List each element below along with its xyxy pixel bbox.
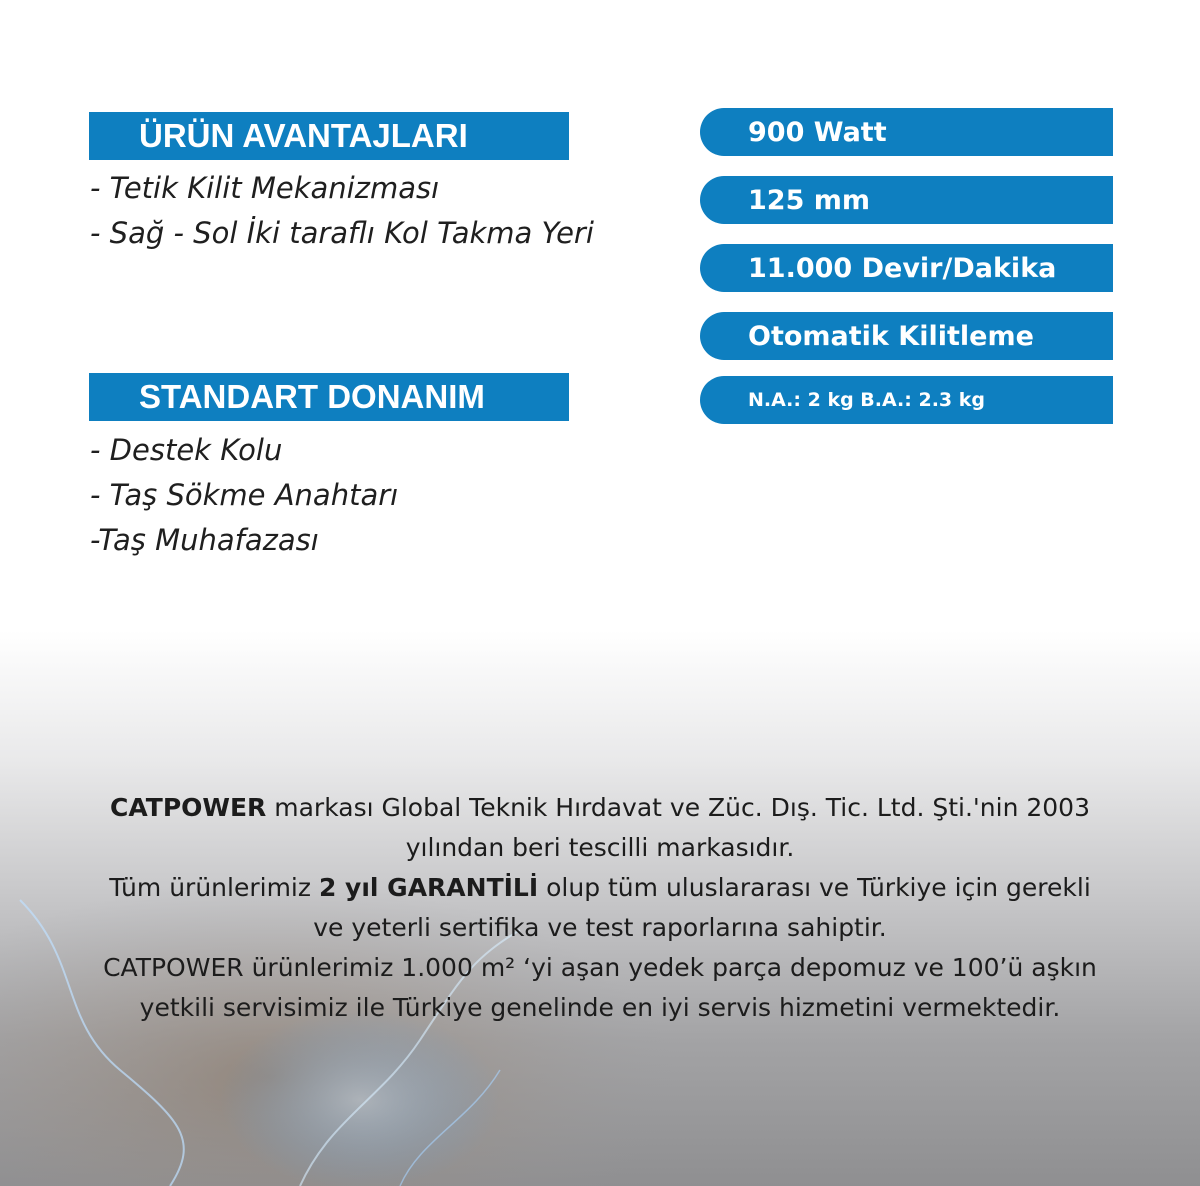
list-item: - Taş Sökme Anahtarı <box>90 478 399 512</box>
list-item: - Tetik Kilit Mekanizması <box>90 171 440 205</box>
footer-line-5: CATPOWER ürünlerimiz 1.000 m² ‘yi aşan yedek parça depomuz ve 100’ü aşkın <box>103 953 1097 982</box>
spec-weight: N.A.: 2 kg B.A.: 2.3 kg <box>700 376 1113 424</box>
footer-line-1: CATPOWER markası Global Teknik Hırdavat ve Züc. Dış. Tic. Ltd. Şti.'nin 2003 <box>110 793 1090 822</box>
footer-line-2: yılından beri tescilli markasıdır. <box>405 833 795 862</box>
spec-power: 900 Watt <box>700 108 1113 156</box>
brand-info <box>40 788 1160 1028</box>
list-item: - Sağ - Sol İki taraflı Kol Takma Yeri <box>90 216 594 250</box>
standard-title: STANDART DONANIM <box>89 373 569 421</box>
advantages-title: ÜRÜN AVANTAJLARI <box>89 112 569 160</box>
warranty-highlight: 2 yıl GARANTİLİ <box>318 873 539 902</box>
spec-disc-size: 125 mm <box>700 176 1113 224</box>
footer-line-6: yetkili servisimiz ile Türkiye genelinde en iyi servis hizmetini vermektedir. <box>139 993 1061 1022</box>
list-item: - Destek Kolu <box>90 433 283 467</box>
spec-locking: Otomatik Kilitleme <box>700 312 1113 360</box>
standard-list <box>90 428 398 563</box>
advantages-list <box>90 166 594 256</box>
brand-name: CATPOWER <box>110 793 267 822</box>
spec-speed: 11.000 Devir/Dakika <box>700 244 1113 292</box>
footer-line-4: ve yeterli sertifika ve test raporlarına sahiptir. <box>313 913 887 942</box>
list-item: -Taş Muhafazası <box>90 523 319 557</box>
footer-line-3: Tüm ürünlerimiz 2 yıl GARANTİLİ olup tüm uluslararası ve Türkiye için gerekli <box>109 873 1091 902</box>
